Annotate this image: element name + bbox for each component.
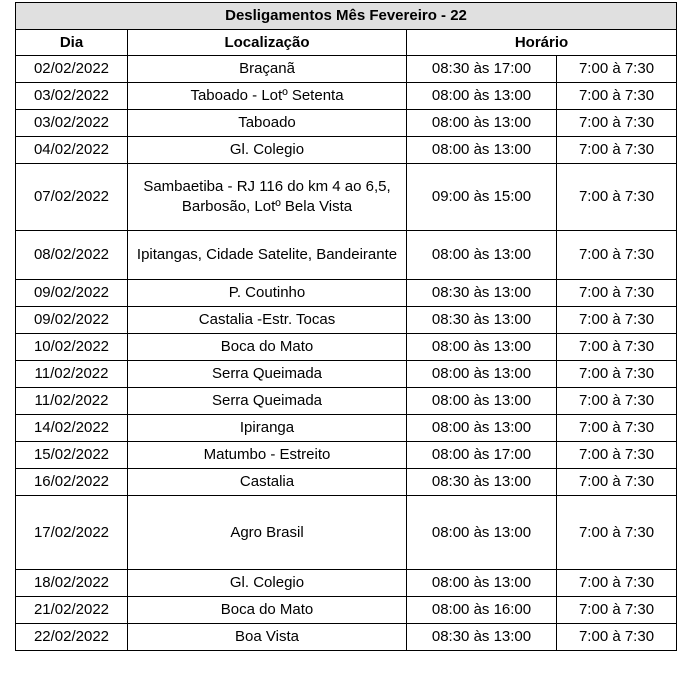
table-title-row [16, 3, 677, 30]
cell-time-window: 08:00 às 13:00 [407, 231, 557, 280]
cell-day: 10/02/2022 [16, 334, 128, 361]
cell-time-window: 08:00 às 17:00 [407, 442, 557, 469]
cell-time-window: 08:00 às 13:00 [407, 415, 557, 442]
cell-time-short: 7:00 à 7:30 [557, 110, 677, 137]
cell-time-short: 7:00 à 7:30 [557, 388, 677, 415]
cell-location: Agro Brasil [128, 496, 407, 570]
table-row [16, 597, 677, 624]
cell-day: 16/02/2022 [16, 469, 128, 496]
cell-day: 21/02/2022 [16, 597, 128, 624]
cell-time-short: 7:00 à 7:30 [557, 361, 677, 388]
table-row [16, 56, 677, 83]
table-row [16, 415, 677, 442]
cell-day: 07/02/2022 [16, 164, 128, 231]
cell-time-window: 08:30 às 17:00 [407, 56, 557, 83]
cell-time-short: 7:00 à 7:30 [557, 570, 677, 597]
cell-day: 17/02/2022 [16, 496, 128, 570]
cell-time-short: 7:00 à 7:30 [557, 137, 677, 164]
cell-day: 03/02/2022 [16, 83, 128, 110]
table-row [16, 361, 677, 388]
cell-location: Ipiranga [128, 415, 407, 442]
cell-time-window: 08:00 às 13:00 [407, 496, 557, 570]
cell-day: 09/02/2022 [16, 280, 128, 307]
cell-time-window: 08:00 às 13:00 [407, 388, 557, 415]
cell-location: Taboado [128, 110, 407, 137]
cell-time-short: 7:00 à 7:30 [557, 415, 677, 442]
table-row [16, 496, 677, 570]
table-row [16, 388, 677, 415]
cell-location: Braçanã [128, 56, 407, 83]
cell-time-window: 08:30 às 13:00 [407, 280, 557, 307]
cell-time-short: 7:00 à 7:30 [557, 231, 677, 280]
table-row [16, 137, 677, 164]
table-row [16, 334, 677, 361]
cell-location: Gl. Colegio [128, 137, 407, 164]
cell-time-window: 08:30 às 13:00 [407, 624, 557, 651]
table-row [16, 83, 677, 110]
cell-time-short: 7:00 à 7:30 [557, 496, 677, 570]
table-row [16, 442, 677, 469]
cell-time-short: 7:00 à 7:30 [557, 597, 677, 624]
cell-time-short: 7:00 à 7:30 [557, 624, 677, 651]
table-row [16, 164, 677, 231]
cell-time-window: 08:30 às 13:00 [407, 307, 557, 334]
cell-location: Boca do Mato [128, 597, 407, 624]
cell-location: P. Coutinho [128, 280, 407, 307]
cell-time-window: 08:30 às 13:00 [407, 469, 557, 496]
cell-location: Taboado - Lotº Setenta [128, 83, 407, 110]
cell-time-short: 7:00 à 7:30 [557, 334, 677, 361]
cell-time-window: 08:00 às 13:00 [407, 110, 557, 137]
cell-time-short: 7:00 à 7:30 [557, 469, 677, 496]
cell-day: 11/02/2022 [16, 361, 128, 388]
cell-location: Matumbo - Estreito [128, 442, 407, 469]
cell-time-window: 08:00 às 13:00 [407, 570, 557, 597]
cell-location: Sambaetiba - RJ 116 do km 4 ao 6,5, Barbosão, Lotº Bela Vista [128, 164, 407, 231]
table-row [16, 570, 677, 597]
cell-time-short: 7:00 à 7:30 [557, 280, 677, 307]
header-day: Dia [16, 30, 128, 56]
cell-location: Serra Queimada [128, 361, 407, 388]
header-schedule: Horário [407, 30, 677, 56]
cell-location: Boca do Mato [128, 334, 407, 361]
cell-location: Serra Queimada [128, 388, 407, 415]
cell-day: 11/02/2022 [16, 388, 128, 415]
cell-location: Boa Vista [128, 624, 407, 651]
cell-time-window: 09:00 às 15:00 [407, 164, 557, 231]
cell-day: 04/02/2022 [16, 137, 128, 164]
cell-location: Castalia [128, 469, 407, 496]
table-row [16, 280, 677, 307]
cell-day: 14/02/2022 [16, 415, 128, 442]
outage-schedule-table [15, 2, 677, 651]
cell-time-short: 7:00 à 7:30 [557, 442, 677, 469]
table-row [16, 231, 677, 280]
cell-time-short: 7:00 à 7:30 [557, 56, 677, 83]
header-location: Localização [128, 30, 407, 56]
table-row [16, 307, 677, 334]
table-header-row [16, 30, 677, 56]
cell-location: Castalia -Estr. Tocas [128, 307, 407, 334]
cell-time-short: 7:00 à 7:30 [557, 164, 677, 231]
cell-day: 09/02/2022 [16, 307, 128, 334]
table-row [16, 469, 677, 496]
table-title: Desligamentos Mês Fevereiro - 22 [16, 3, 677, 30]
cell-day: 02/02/2022 [16, 56, 128, 83]
cell-location: Ipitangas, Cidade Satelite, Bandeirante [128, 231, 407, 280]
cell-day: 22/02/2022 [16, 624, 128, 651]
cell-time-short: 7:00 à 7:30 [557, 83, 677, 110]
table-row [16, 110, 677, 137]
cell-day: 15/02/2022 [16, 442, 128, 469]
cell-time-window: 08:00 às 13:00 [407, 334, 557, 361]
cell-time-window: 08:00 às 13:00 [407, 83, 557, 110]
cell-time-window: 08:00 às 16:00 [407, 597, 557, 624]
cell-time-short: 7:00 à 7:30 [557, 307, 677, 334]
cell-time-window: 08:00 às 13:00 [407, 361, 557, 388]
cell-day: 03/02/2022 [16, 110, 128, 137]
cell-day: 18/02/2022 [16, 570, 128, 597]
cell-location: Gl. Colegio [128, 570, 407, 597]
cell-time-window: 08:00 às 13:00 [407, 137, 557, 164]
table-row [16, 624, 677, 651]
cell-day: 08/02/2022 [16, 231, 128, 280]
